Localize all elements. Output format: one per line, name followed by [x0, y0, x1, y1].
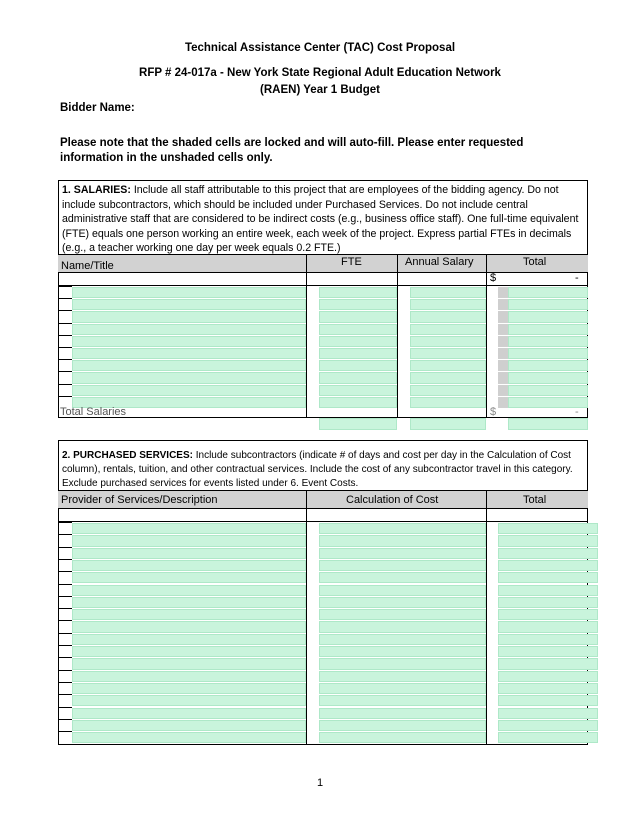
- col-provider: Provider of Services/Description: [61, 494, 218, 506]
- provider-input[interactable]: [72, 708, 306, 719]
- salary-annual-input[interactable]: [410, 372, 486, 383]
- ps-total-input[interactable]: [498, 535, 598, 546]
- total-salaries-currency: $: [490, 406, 497, 418]
- salary-total-cell: [508, 299, 588, 310]
- salary-currency-cell: [498, 372, 508, 383]
- col-annual-salary: Annual Salary: [405, 256, 474, 268]
- ps-total-input[interactable]: [498, 560, 598, 571]
- total-salaries-label: Total Salaries: [60, 406, 127, 418]
- salary-currency-cell: [498, 360, 508, 371]
- salary-currency-cell: [498, 324, 508, 335]
- salary-name-input[interactable]: [72, 287, 306, 298]
- provider-input[interactable]: [72, 535, 306, 546]
- fte-total-input[interactable]: [319, 418, 397, 430]
- salary-name-input[interactable]: [72, 324, 306, 335]
- salary-currency-cell: [498, 311, 508, 322]
- page-number: 1: [316, 777, 324, 789]
- salary-currency-cell: [498, 299, 508, 310]
- calculation-input[interactable]: [319, 708, 486, 719]
- salary-currency-cell: [498, 397, 508, 408]
- salary-total-cell: [508, 287, 588, 298]
- salary-currency-cell: [498, 336, 508, 347]
- salary-total-cell: [508, 372, 588, 383]
- provider-input[interactable]: [72, 523, 306, 534]
- ps-total-input[interactable]: [498, 548, 598, 559]
- provider-input[interactable]: [72, 695, 306, 706]
- provider-input[interactable]: [72, 572, 306, 583]
- salary-currency-cell: [498, 348, 508, 359]
- ps-total-input[interactable]: [498, 720, 598, 731]
- col-calculation: Calculation of Cost: [346, 494, 439, 506]
- salaries-heading: 1. SALARIES:: [62, 184, 131, 196]
- col-ps-total: Total: [523, 494, 547, 506]
- salary-total-cell: [508, 385, 588, 396]
- salary-fte-input[interactable]: [319, 360, 397, 371]
- provider-input[interactable]: [72, 634, 306, 645]
- ps-total-input[interactable]: [498, 732, 598, 743]
- salaries-header-row: [58, 254, 588, 273]
- ps-total-input[interactable]: [498, 646, 598, 657]
- ps-total-input[interactable]: [498, 683, 598, 694]
- salary-fte-input[interactable]: [319, 299, 397, 310]
- salary-annual-input[interactable]: [410, 348, 486, 359]
- calculation-input[interactable]: [319, 548, 486, 559]
- provider-input[interactable]: [72, 609, 306, 620]
- calculation-input[interactable]: [319, 621, 486, 632]
- salary-fte-input[interactable]: [319, 348, 397, 359]
- ps-total-input[interactable]: [498, 634, 598, 645]
- calculation-input[interactable]: [319, 646, 486, 657]
- col-name-title: Name/Title: [61, 260, 114, 272]
- purchased-services-header-row: [58, 490, 588, 509]
- provider-input[interactable]: [72, 732, 306, 743]
- salary-total-cell: [508, 311, 588, 322]
- salary-total-cell: [508, 360, 588, 371]
- salary-currency-cell: [498, 385, 508, 396]
- calculation-input[interactable]: [319, 671, 486, 682]
- purchased-services-description: Include subcontractors (indicate # of days and cost per day in the Calculation of Cost column), rentals, tuition, and other contractual services. Include the cost of any subcontractor travel in this category. Exclude purchased services for events listed under 6. Event Costs.: [62, 450, 573, 489]
- salary-name-input[interactable]: [72, 348, 306, 359]
- currency-symbol: $: [490, 272, 497, 284]
- calculation-input[interactable]: [319, 695, 486, 706]
- salary-fte-input[interactable]: [319, 372, 397, 383]
- calculation-input[interactable]: [319, 658, 486, 669]
- provider-input[interactable]: [72, 585, 306, 596]
- calculation-input[interactable]: [319, 683, 486, 694]
- salary-fte-input[interactable]: [319, 336, 397, 347]
- ps-total-input[interactable]: [498, 658, 598, 669]
- salary-annual-input[interactable]: [410, 299, 486, 310]
- ps-total-input[interactable]: [498, 609, 598, 620]
- salary-fte-input[interactable]: [319, 397, 397, 408]
- budget-line: (RAEN) Year 1 Budget: [260, 84, 380, 96]
- salary-total-cell: [508, 324, 588, 335]
- salary-fte-input[interactable]: [319, 385, 397, 396]
- salary-annual-input[interactable]: [410, 324, 486, 335]
- provider-input[interactable]: [72, 658, 306, 669]
- locked-cells-note: Please note that the shaded cells are locked and will auto-fill. Please enter requested information in the unshaded cells only.: [60, 137, 524, 164]
- ps-total-input[interactable]: [498, 572, 598, 583]
- salary-fte-input[interactable]: [319, 311, 397, 322]
- document-title: Technical Assistance Center (TAC) Cost Proposal: [184, 42, 456, 54]
- ps-total-input[interactable]: [498, 621, 598, 632]
- provider-input[interactable]: [72, 548, 306, 559]
- salary-total-input[interactable]: [410, 418, 486, 430]
- salary-name-input[interactable]: [72, 360, 306, 371]
- salary-total-cell: [508, 336, 588, 347]
- calculation-input[interactable]: [319, 535, 486, 546]
- calculation-input[interactable]: [319, 720, 486, 731]
- salaries-description: Include all staff attributable to this project that are employees of the bidding agency. Do not include subcontractors, which should be included under Purchased Services. Do not include central administrative staff that are considered to be indirect costs (e.g., business office staff). One full-time equivalent (FTE) equals one person working an entire week, each week of the project. Express partial FTEs in decimals (e.g., a teacher working one day per week equals 0.2 FTE.): [62, 184, 579, 255]
- provider-input[interactable]: [72, 621, 306, 632]
- total-salaries-cell: [508, 418, 588, 430]
- salary-fte-input[interactable]: [319, 287, 397, 298]
- bidder-name-label: Bidder Name:: [60, 102, 135, 114]
- salary-name-input[interactable]: [72, 385, 306, 396]
- provider-input[interactable]: [72, 646, 306, 657]
- salary-currency-cell: [498, 287, 508, 298]
- calculation-input[interactable]: [319, 634, 486, 645]
- calculation-input[interactable]: [319, 585, 486, 596]
- col-fte: FTE: [341, 256, 362, 268]
- calculation-input[interactable]: [319, 572, 486, 583]
- provider-input[interactable]: [72, 671, 306, 682]
- salary-name-input[interactable]: [72, 372, 306, 383]
- salary-annual-input[interactable]: [410, 397, 486, 408]
- salary-annual-input[interactable]: [410, 360, 486, 371]
- rfp-line: RFP # 24-017a - New York State Regional Adult Education Network: [139, 67, 501, 79]
- salary-annual-input[interactable]: [410, 287, 486, 298]
- salary-annual-input[interactable]: [410, 336, 486, 347]
- provider-input[interactable]: [72, 683, 306, 694]
- ps-total-input[interactable]: [498, 708, 598, 719]
- salary-total-cell: [508, 348, 588, 359]
- calculation-input[interactable]: [319, 523, 486, 534]
- salary-name-input[interactable]: [72, 311, 306, 322]
- salary-annual-input[interactable]: [410, 311, 486, 322]
- total-value: -: [575, 272, 579, 284]
- calculation-input[interactable]: [319, 732, 486, 743]
- salary-annual-input[interactable]: [410, 385, 486, 396]
- ps-total-input[interactable]: [498, 695, 598, 706]
- ps-total-input[interactable]: [498, 671, 598, 682]
- provider-input[interactable]: [72, 560, 306, 571]
- salary-name-input[interactable]: [72, 336, 306, 347]
- purchased-services-intro: [59, 441, 587, 493]
- salaries-intro: [59, 181, 587, 258]
- ps-total-input[interactable]: [498, 597, 598, 608]
- calculation-input[interactable]: [319, 597, 486, 608]
- ps-total-input[interactable]: [498, 523, 598, 534]
- col-total: Total: [523, 256, 547, 268]
- calculation-input[interactable]: [319, 609, 486, 620]
- ps-total-input[interactable]: [498, 585, 598, 596]
- calculation-input[interactable]: [319, 560, 486, 571]
- provider-input[interactable]: [72, 597, 306, 608]
- salary-name-input[interactable]: [72, 299, 306, 310]
- salary-fte-input[interactable]: [319, 324, 397, 335]
- provider-input[interactable]: [72, 720, 306, 731]
- total-salaries-value: -: [575, 406, 579, 418]
- purchased-services-heading: 2. PURCHASED SERVICES:: [62, 450, 193, 461]
